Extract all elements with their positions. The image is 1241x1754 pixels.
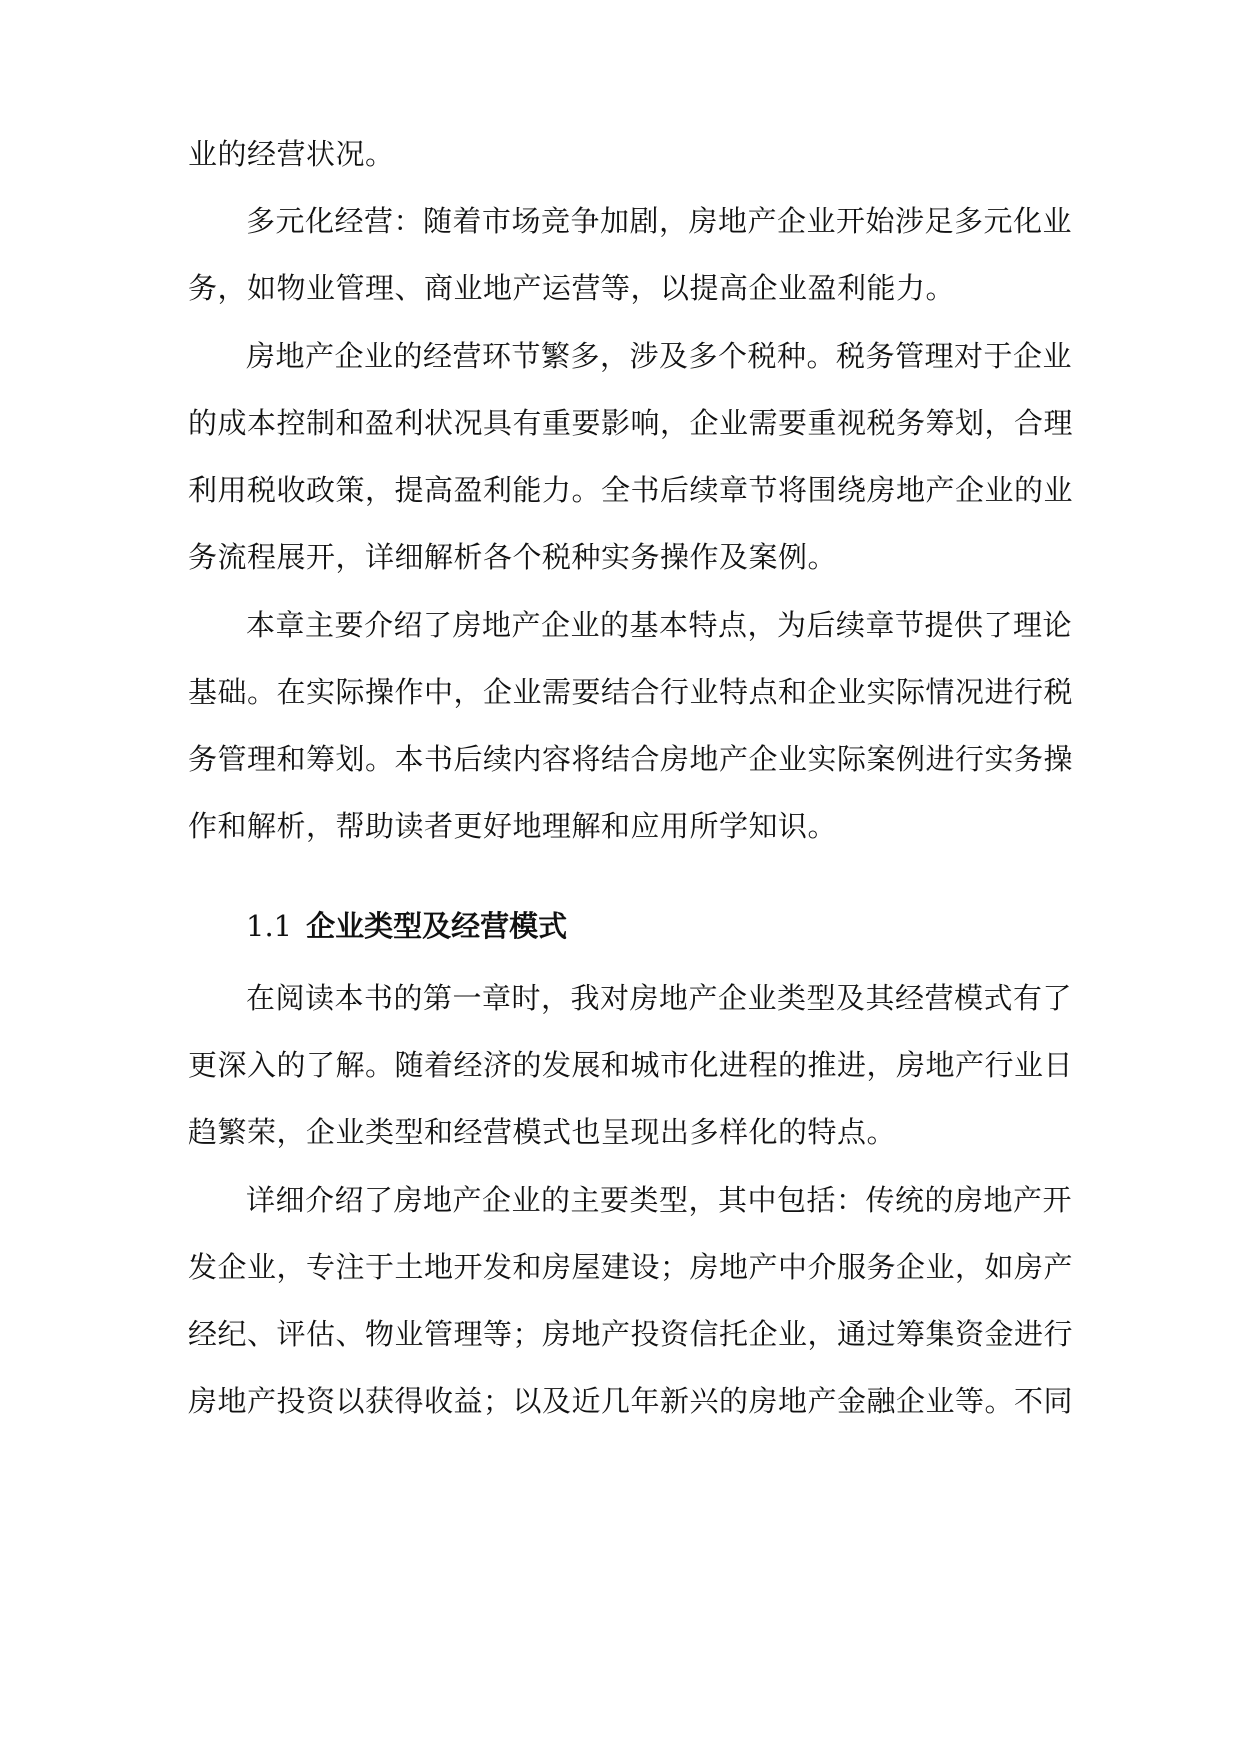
paragraph-line: 作和解析，帮助读者更好地理解和应用所学知识。	[188, 809, 838, 843]
paragraph-line: 多元化经营：随着市场竞争加剧，房地产企业开始涉足多元化业	[246, 204, 1073, 238]
paragraph-line: 在阅读本书的第一章时，我对房地产企业类型及其经营模式有了	[246, 981, 1073, 1015]
paragraph-line: 务管理和筹划。本书后续内容将结合房地产企业实际案例进行实务操	[188, 742, 1074, 776]
paragraph-line: 务，如物业管理、商业地产运营等，以提高企业盈利能力。	[188, 271, 956, 305]
paragraph-line: 发企业，专注于土地开发和房屋建设；房地产中介服务企业，如房产	[188, 1250, 1074, 1284]
paragraph-line: 更深入的了解。随着经济的发展和城市化进程的推进，房地产行业日	[188, 1048, 1074, 1082]
paragraph-line: 本章主要介绍了房地产企业的基本特点，为后续章节提供了理论	[246, 608, 1073, 642]
section-heading	[246, 906, 567, 946]
paragraph-line: 房地产投资以获得收益；以及近几年新兴的房地产金融企业等。不同	[188, 1384, 1074, 1418]
paragraph-line: 房地产企业的经营环节繁多，涉及多个税种。税务管理对于企业	[246, 339, 1073, 373]
section-title: 企业类型及经营模式	[306, 909, 568, 943]
paragraph-line: 的成本控制和盈利状况具有重要影响，企业需要重视税务筹划，合理	[188, 406, 1074, 440]
paragraph-line: 业的经营状况。	[188, 137, 395, 171]
paragraph-line: 务流程展开，详细解析各个税种实务操作及案例。	[188, 540, 838, 574]
paragraph-line: 基础。在实际操作中，企业需要结合行业特点和企业实际情况进行税	[188, 675, 1074, 709]
paragraph-line: 详细介绍了房地产企业的主要类型，其中包括：传统的房地产开	[246, 1183, 1073, 1217]
section-number: 1.1	[246, 909, 293, 943]
paragraph-line: 经纪、评估、物业管理等；房地产投资信托企业，通过筹集资金进行	[188, 1317, 1074, 1351]
paragraph-line: 利用税收政策，提高盈利能力。全书后续章节将围绕房地产企业的业	[188, 473, 1074, 507]
paragraph-line: 趋繁荣，企业类型和经营模式也呈现出多样化的特点。	[188, 1115, 897, 1149]
